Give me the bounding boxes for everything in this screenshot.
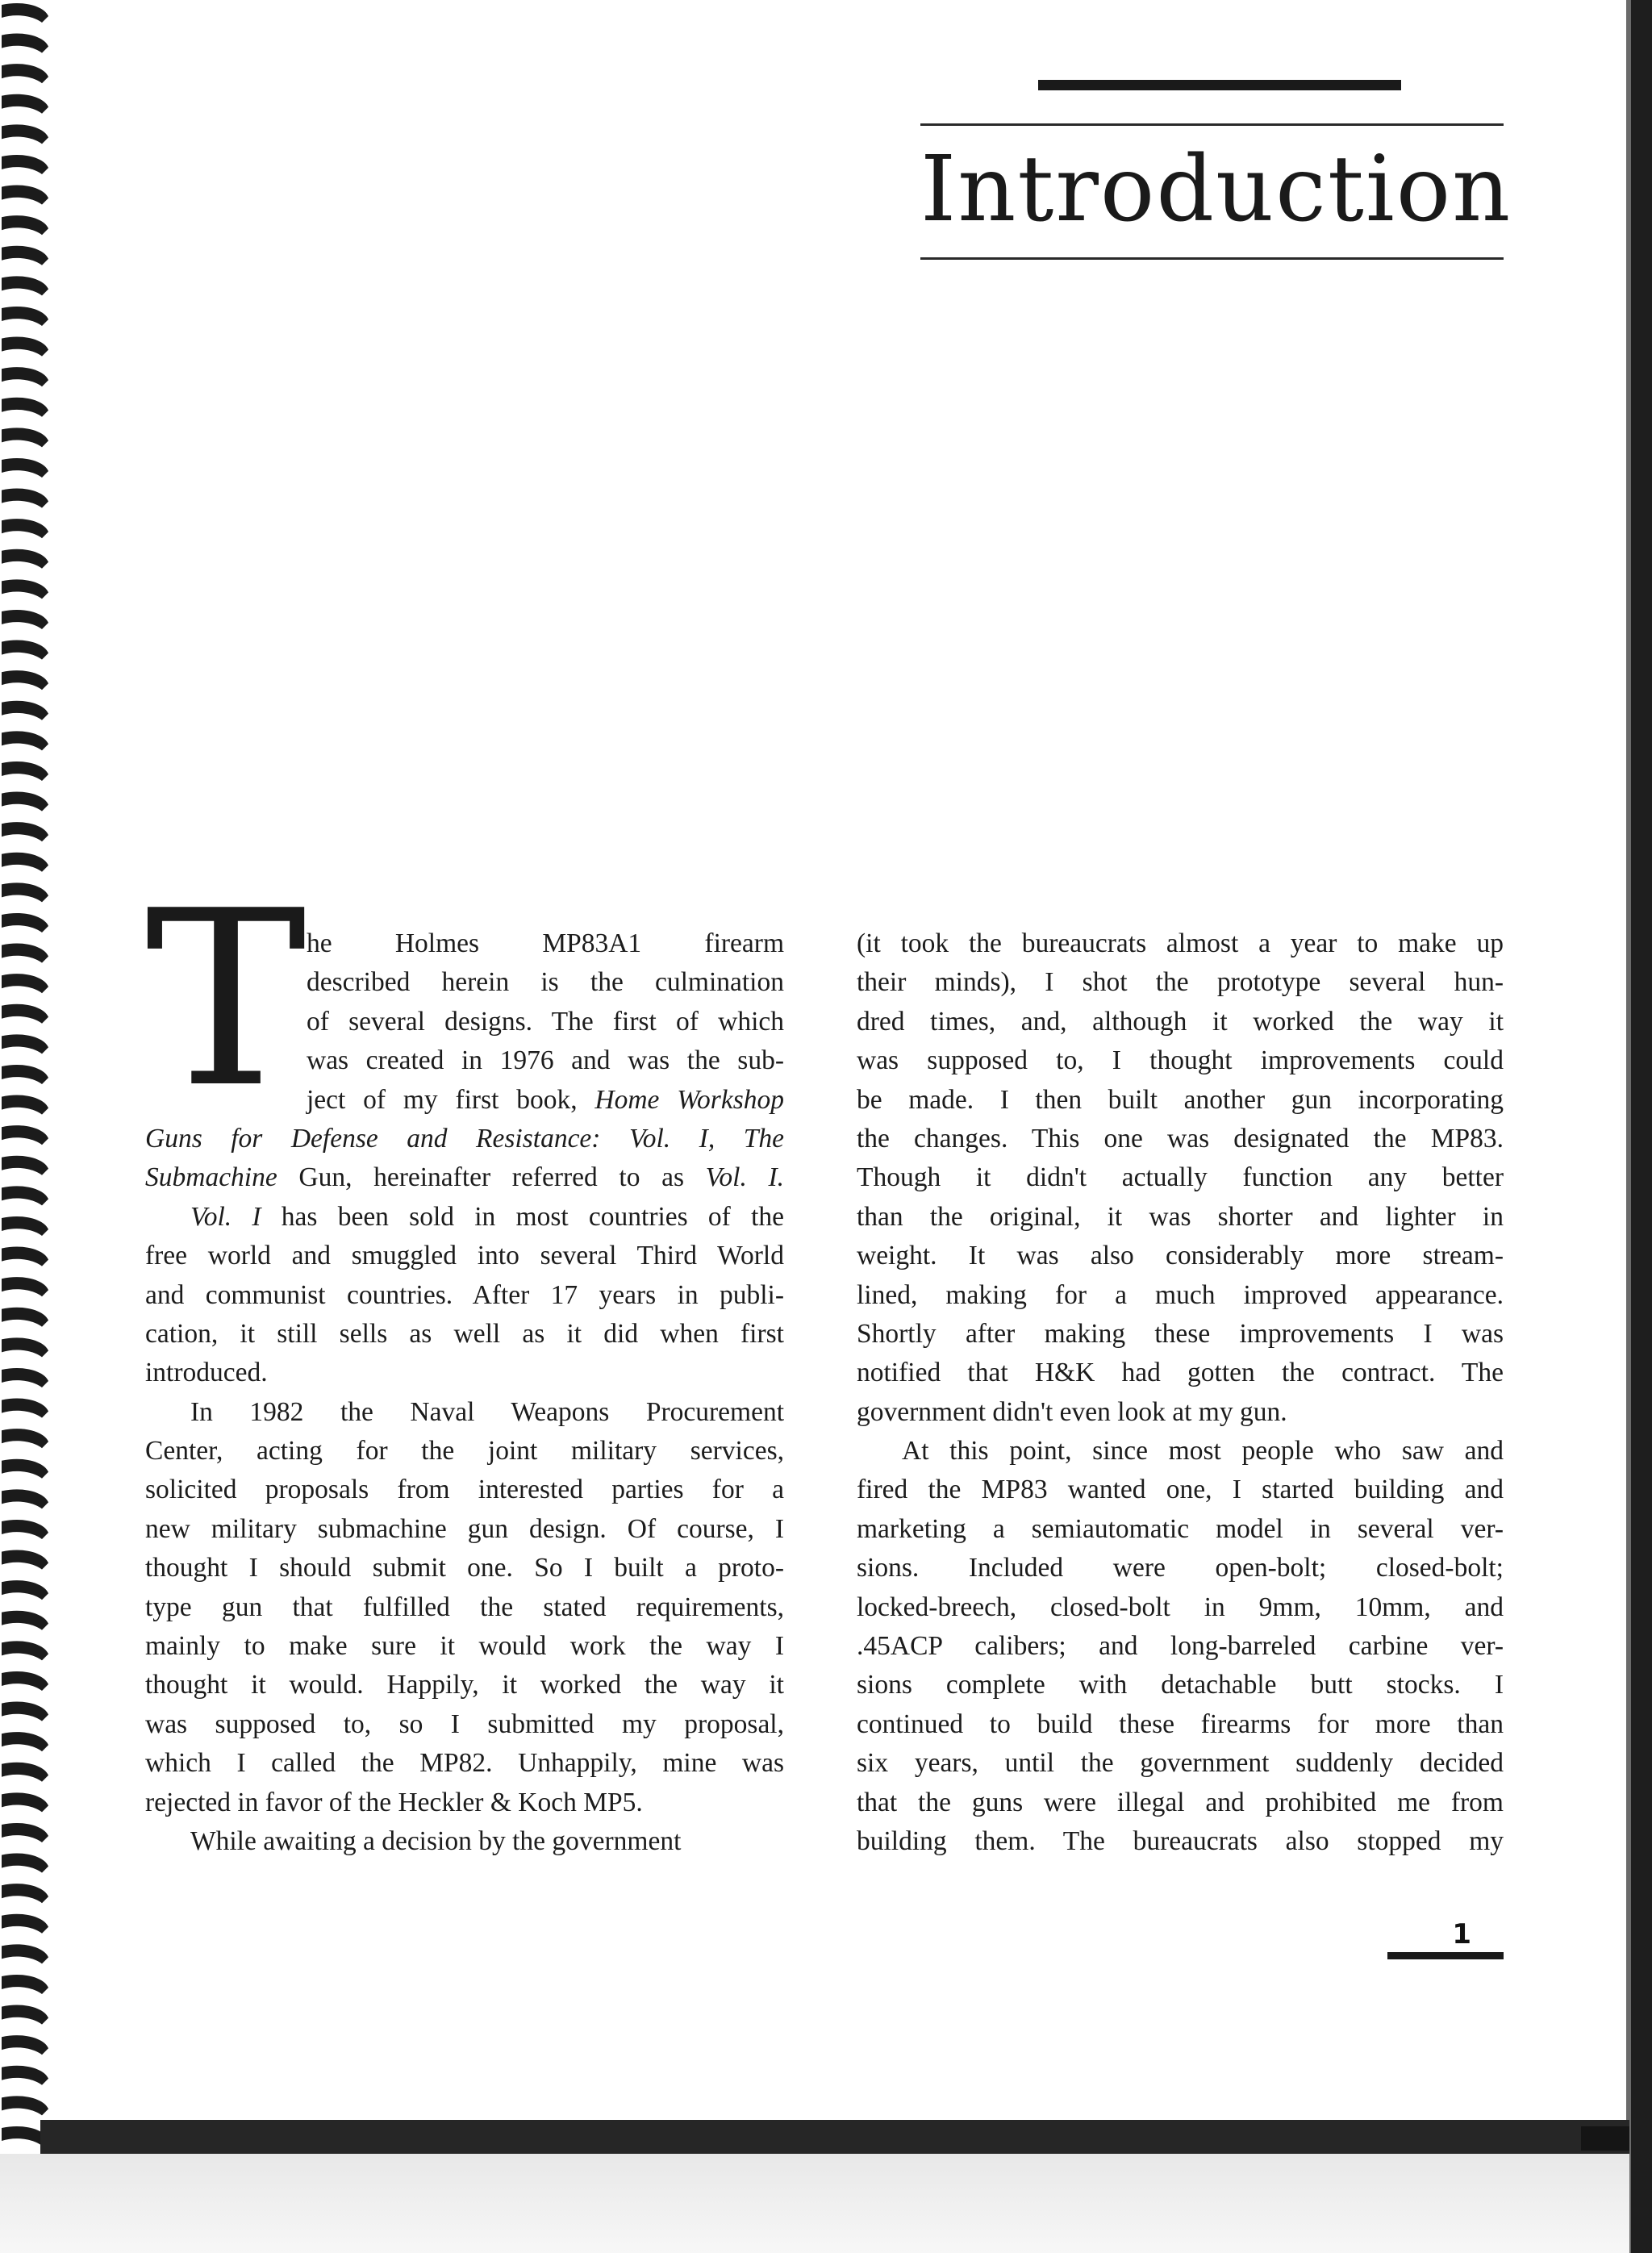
spiral-coil — [2, 519, 48, 538]
text-line: he Holmes MP83A1 firearm — [307, 928, 784, 958]
spiral-coil — [2, 1763, 48, 1782]
text-line: lined, making for a much improved appearance. — [857, 1279, 1504, 1310]
spiral-coil — [2, 489, 48, 508]
spiral-coil — [2, 1671, 48, 1691]
spiral-coil — [2, 1125, 48, 1145]
text-line: mainly to make sure it would work the way I — [145, 1631, 784, 1662]
spiral-coil — [2, 337, 48, 357]
spiral-coil — [2, 2096, 48, 2115]
text-line: (it took the bureaucrats almost a year to make up — [857, 928, 1504, 958]
spiral-coil — [2, 94, 48, 114]
text-line: introduced. — [145, 1358, 268, 1388]
spiral-coil — [2, 670, 48, 690]
text-line: Though it didn't actually function any better — [857, 1162, 1504, 1193]
spiral-coil — [2, 1459, 48, 1479]
spiral-coil — [2, 1247, 48, 1266]
text-line: fired the MP83 wanted one, I started building and — [857, 1475, 1504, 1505]
spiral-coil — [2, 428, 48, 447]
text-line: cation, it still sells as well as it did when first — [145, 1318, 784, 1349]
spiral-coil — [2, 1216, 48, 1236]
spiral-coil — [2, 186, 48, 205]
spiral-coil — [2, 64, 48, 83]
spiral-coil — [2, 124, 48, 144]
text-line: While awaiting a decision by the government — [190, 1825, 682, 1856]
spiral-coil — [2, 1004, 48, 1024]
text-line: marketing a semiautomatic model in several ver- — [857, 1513, 1504, 1544]
text-line: new military submachine gun design. Of course, I — [145, 1513, 784, 1544]
spiral-coil — [2, 640, 48, 660]
spiral-coil — [2, 1489, 48, 1508]
text-line: thought it would. Happily, it worked the way it — [145, 1670, 784, 1700]
spiral-coil — [2, 792, 48, 811]
page-bottom-corner — [1581, 2126, 1629, 2151]
spiral-coil — [2, 2005, 48, 2025]
right-text-column — [857, 924, 1504, 1861]
text-line: sions. Included were open-bolt; closed-bolt; — [857, 1553, 1504, 1583]
spiral-coil — [2, 1854, 48, 1873]
spiral-coil — [2, 1520, 48, 1539]
spiral-coil — [2, 853, 48, 872]
spiral-coil — [2, 1550, 48, 1570]
spiral-coil — [2, 974, 48, 993]
page-bottom-band — [40, 2120, 1629, 2154]
text-line: locked-breech, closed-bolt in 9mm, 10mm, and — [857, 1592, 1504, 1622]
spiral-coil — [2, 155, 48, 174]
spiral-coil — [2, 1823, 48, 1842]
spiral-coil — [2, 246, 48, 265]
chapter-title: Introduction — [920, 137, 1512, 242]
text-line: the changes. This one was designated the MP83. — [857, 1123, 1504, 1154]
text-line: of several designs. The first of which — [307, 1006, 784, 1037]
spiral-coil — [2, 3, 48, 23]
text-line: that the guns were illegal and prohibited me from — [857, 1787, 1504, 1817]
text-line: be made. I then built another gun incorporating — [857, 1084, 1504, 1115]
spiral-coil — [2, 1399, 48, 1418]
spiral-coil — [2, 579, 48, 599]
spiral-coil — [2, 1884, 48, 1903]
spiral-coil — [2, 1792, 48, 1812]
text-line: was created in 1976 and was the sub- — [307, 1045, 784, 1076]
text-line: weight. It was also considerably more stream- — [857, 1241, 1504, 1271]
title-top-rule — [920, 123, 1504, 126]
text-line: .45ACP calibers; and long-barreled carbine ver- — [857, 1631, 1504, 1662]
text-line: which I called the MP82. Unhappily, mine was — [145, 1748, 784, 1779]
spiral-coil — [2, 1732, 48, 1751]
page-right-edge — [1631, 0, 1652, 2253]
spiral-coil — [2, 458, 48, 478]
spiral-coil — [2, 1065, 48, 1084]
spiral-coil — [2, 1641, 48, 1660]
spiral-coil — [2, 822, 48, 841]
text-line: Submachine Gun, hereinafter referred to as Vol. I. — [145, 1162, 784, 1193]
title-thick-rule — [1038, 80, 1401, 90]
spiral-coil — [2, 1944, 48, 1963]
spiral-coil — [2, 1429, 48, 1448]
spiral-coil — [2, 1580, 48, 1600]
text-line: their minds), I shot the prototype several hun- — [857, 967, 1504, 998]
text-line: Vol. I has been sold in most countries of the — [190, 1201, 784, 1232]
spiral-coil — [2, 1308, 48, 1327]
spiral-coil — [2, 761, 48, 781]
text-line: six years, until the government suddenly decided — [857, 1748, 1504, 1779]
text-line: At this point, since most people who saw and — [902, 1436, 1504, 1467]
text-line: type gun that fulfilled the stated requirements, — [145, 1592, 784, 1622]
text-line: Center, acting for the joint military services, — [145, 1436, 784, 1467]
text-line: building them. The bureaucrats also stopped my — [857, 1825, 1504, 1856]
spiral-coil — [2, 913, 48, 932]
spiral-coil — [2, 2066, 48, 2085]
spiral-coil — [2, 307, 48, 326]
spiral-coil — [2, 1337, 48, 1357]
spiral-coil — [2, 1368, 48, 1387]
text-line: dred times, and, although it worked the way it — [857, 1006, 1504, 1037]
text-line: sions complete with detachable butt stocks. I — [857, 1670, 1504, 1700]
spiral-coil — [2, 610, 48, 629]
text-line: rejected in favor of the Heckler & Koch MP5. — [145, 1787, 643, 1817]
spiral-coil — [2, 34, 48, 53]
page-bottom-margin — [0, 2154, 1629, 2253]
text-line: In 1982 the Naval Weapons Procurement — [190, 1396, 784, 1427]
text-line: notified that H&K had gotten the contract. The — [857, 1358, 1504, 1388]
spiral-coil — [2, 882, 48, 902]
page-right-edge-shade — [1626, 0, 1631, 2253]
text-line: ject of my first book, Home Workshop — [307, 1084, 785, 1115]
spiral-coil — [2, 1034, 48, 1053]
spiral-coil — [2, 1095, 48, 1115]
text-line: thought I should submit one. So I built a proto- — [145, 1553, 784, 1583]
text-line: than the original, it was shorter and lighter in — [857, 1201, 1504, 1232]
spiral-coil — [2, 1186, 48, 1205]
title-bottom-rule — [920, 257, 1504, 260]
text-line: was supposed to, I thought improvements could — [857, 1045, 1504, 1076]
spiral-coil — [2, 2035, 48, 2055]
text-line: described herein is the culmination — [307, 967, 784, 998]
text-line: continued to build these firearms for more than — [857, 1709, 1504, 1739]
text-line: Shortly after making these improvements I was — [857, 1318, 1504, 1349]
spiral-coil — [2, 1277, 48, 1296]
page-number: 1 — [1452, 1918, 1471, 1951]
spiral-coil — [2, 276, 48, 295]
page-number-rule — [1387, 1952, 1504, 1959]
text-line: was supposed to, so I submitted my proposal, — [145, 1709, 784, 1739]
left-text-column — [145, 924, 784, 1861]
spiral-coil — [2, 1611, 48, 1630]
spiral-coil — [2, 367, 48, 386]
text-line: free world and smuggled into several Third World — [145, 1241, 784, 1271]
spiral-coil — [2, 731, 48, 750]
spiral-coil — [2, 549, 48, 569]
spiral-coil — [2, 1702, 48, 1721]
drop-cap: T — [145, 859, 307, 1141]
text-line: Guns for Defense and Resistance: Vol. I, The — [145, 1123, 784, 1154]
spiral-coil — [2, 1156, 48, 1175]
spiral-coil — [2, 944, 48, 963]
spiral-coil — [2, 1975, 48, 1994]
spiral-coil — [2, 1914, 48, 1934]
spiral-binding — [0, 0, 65, 2253]
text-line: solicited proposals from interested parties for a — [145, 1475, 784, 1505]
text-line: government didn't even look at my gun. — [857, 1396, 1287, 1427]
spiral-coil — [2, 215, 48, 235]
spiral-coil — [2, 701, 48, 720]
spiral-coil — [2, 398, 48, 417]
text-line: and communist countries. After 17 years in publi- — [145, 1279, 784, 1310]
